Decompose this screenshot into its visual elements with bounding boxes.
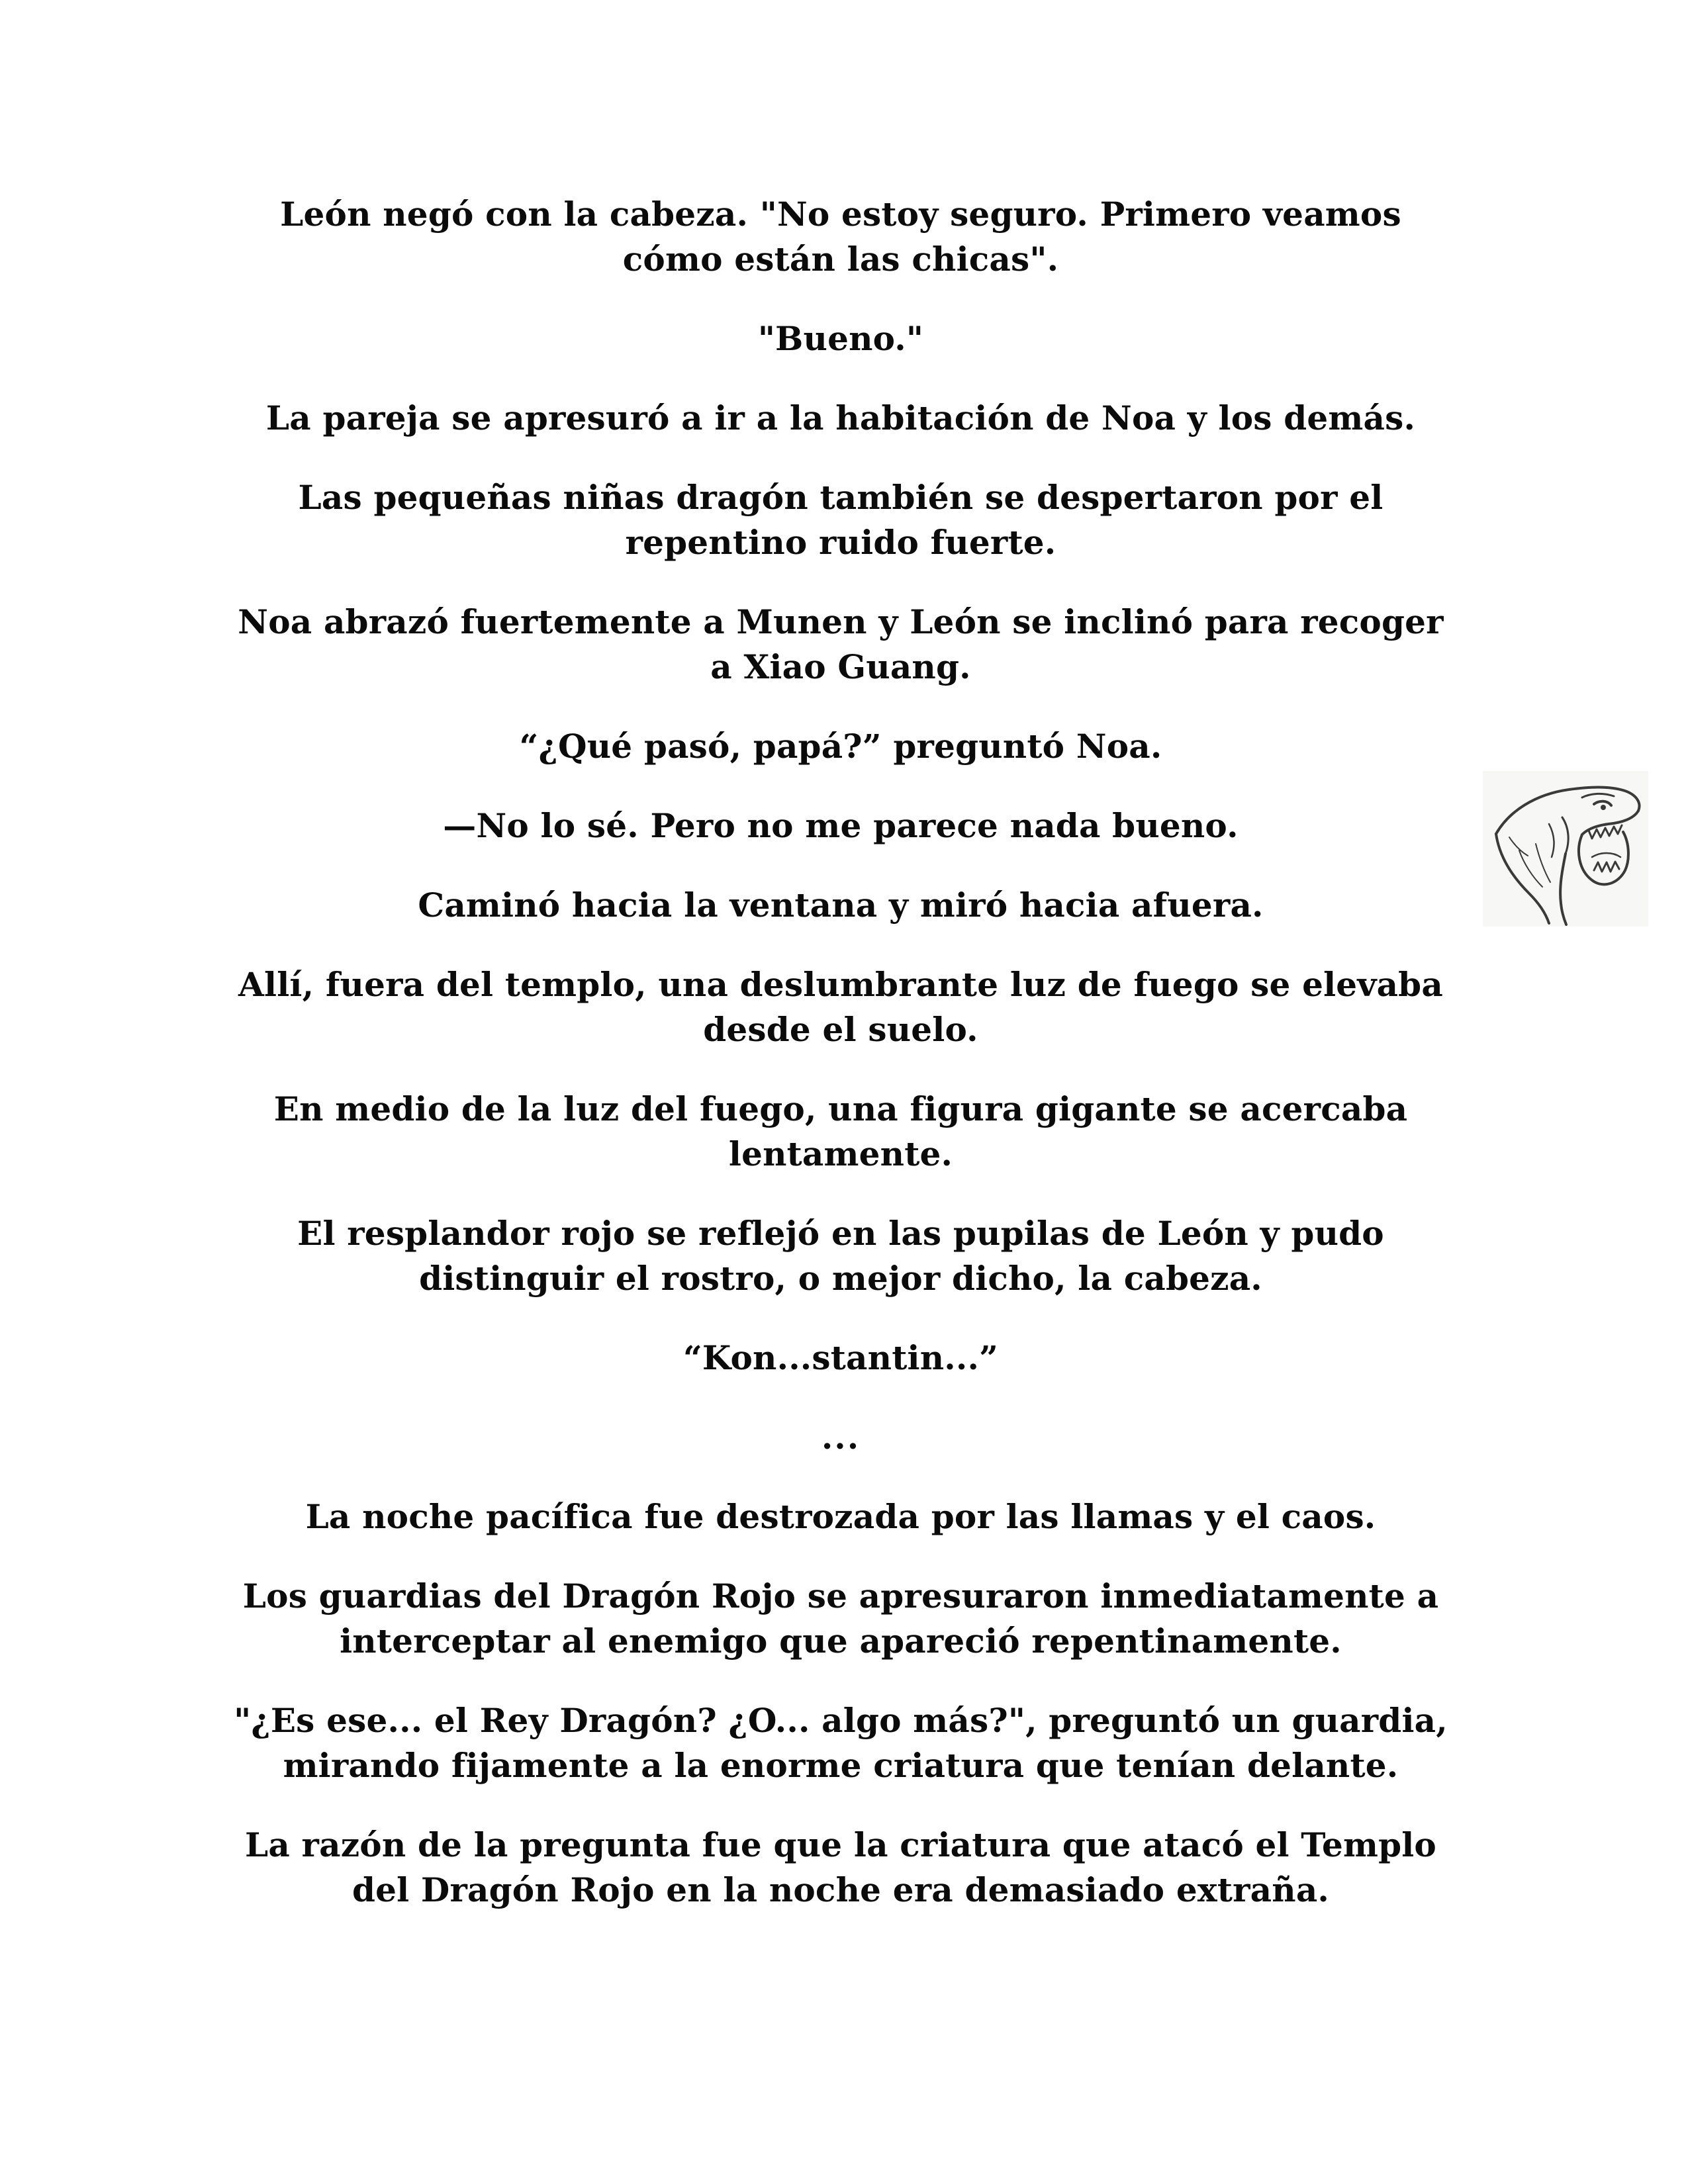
paragraph: La razón de la pregunta fue que la criatura que atacó el Templo del Dragón Rojo en la noche era demasiado extraña. <box>245 1825 1436 1909</box>
paragraph: “Kon...stantin...” <box>682 1338 999 1377</box>
paragraph: "Bueno." <box>757 319 924 358</box>
scene-separator: ... <box>821 1418 861 1457</box>
paragraph: El resplandor rojo se reflejó en las pupilas de León y pudo distinguir el rostro, o mejor dicho, la cabeza. <box>297 1214 1384 1298</box>
paragraph: “¿Qué pasó, papá?” preguntó Noa. <box>519 727 1162 766</box>
paragraph: Allí, fuera del templo, una deslumbrante luz de fuego se elevaba desde el suelo. <box>238 965 1443 1049</box>
dinosaur-head-sketch-icon <box>1483 771 1648 927</box>
paragraph: León negó con la cabeza. "No estoy seguro. Primero veamos cómo están las chicas". <box>280 195 1401 279</box>
paragraph: —No lo sé. Pero no me parece nada bueno. <box>443 806 1239 845</box>
paragraph: Caminó hacia la ventana y miró hacia afuera. <box>418 886 1264 925</box>
story-text <box>225 192 1456 1947</box>
paragraph: La noche pacífica fue destrozada por las llamas y el caos. <box>305 1497 1376 1536</box>
paragraph: La pareja se apresuró a ir a la habitación de Noa y los demás. <box>265 398 1416 437</box>
paragraph: Noa abrazó fuertemente a Munen y León se inclinó para recoger a Xiao Guang. <box>238 602 1444 686</box>
paragraph: "¿Es ese... el Rey Dragón? ¿O... algo más?", preguntó un guardia, mirando fijamente a la enorme criatura que tenían delante. <box>234 1701 1448 1785</box>
paragraph: Las pequeñas niñas dragón también se despertaron por el repentino ruido fuerte. <box>298 478 1383 562</box>
paragraph: Los guardias del Dragón Rojo se apresuraron inmediatamente a interceptar al enemigo que apareció repentinamente. <box>242 1576 1439 1661</box>
paragraph: En medio de la luz del fuego, una figura gigante se acercaba lentamente. <box>273 1089 1408 1173</box>
